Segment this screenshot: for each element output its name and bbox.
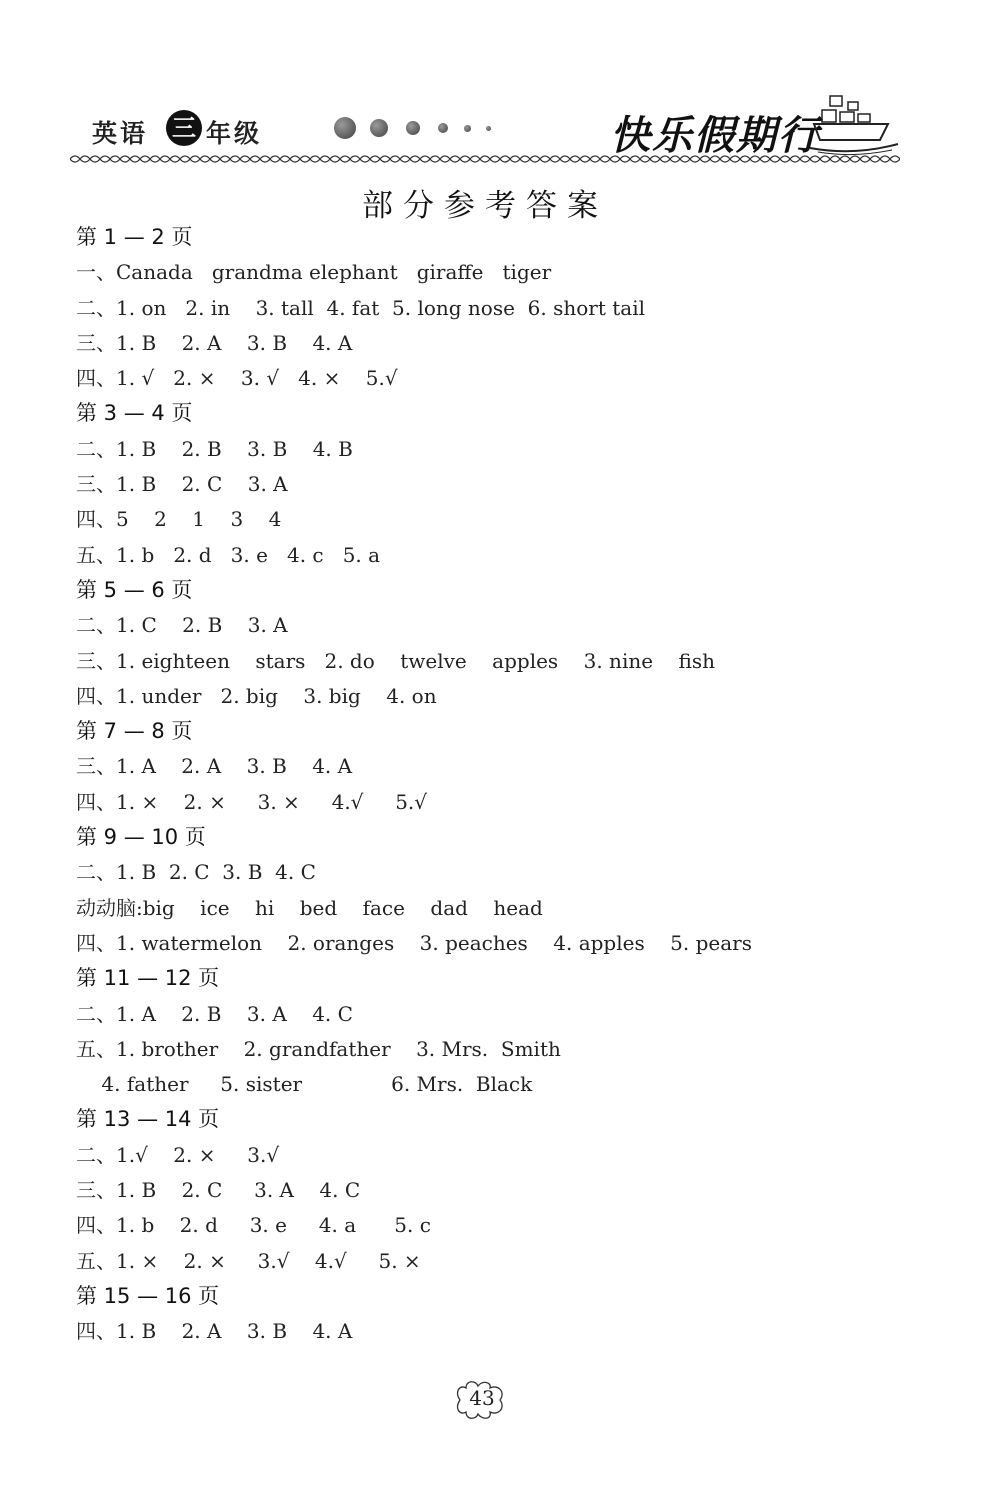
page-title: 部分参考答案 xyxy=(362,188,608,224)
grade-label: 年级 xyxy=(206,119,263,148)
answer-line: 五、1. brother 2. grandfather 3. Mrs. Smith xyxy=(76,1036,561,1061)
answer-line: 4. father 5. sister 6. Mrs. Black xyxy=(76,1072,533,1097)
grade-number-badge: 三 xyxy=(166,110,202,146)
page-number-text: 43 xyxy=(469,1386,495,1410)
header-border xyxy=(70,152,900,166)
answer-line: 二、1. on 2. in 3. tall 4. fat 5. long nose 6. short tail xyxy=(76,295,645,320)
section-heading: 第 11 — 12 页 xyxy=(76,966,220,991)
section-heading: 第 7 — 8 页 xyxy=(76,719,193,744)
answer-line: 四、1. b 2. d 3. e 4. a 5. c xyxy=(76,1213,431,1238)
answer-line: 三、1. B 2. A 3. B 4. A xyxy=(76,330,353,355)
dot-icon xyxy=(406,121,420,135)
answer-line: 三、1. B 2. C 3. A 4. C xyxy=(76,1178,361,1203)
answer-line: 二、1. B 2. C 3. B 4. C xyxy=(76,860,316,885)
answer-line: 四、1. watermelon 2. oranges 3. peaches 4. apples 5. pears xyxy=(76,930,752,955)
answer-line: 五、1. × 2. × 3.√ 4.√ 5. × xyxy=(76,1248,421,1273)
answer-line: 一、Canada grandma elephant giraffe tiger xyxy=(76,260,552,285)
answer-line: 四、5 2 1 3 4 xyxy=(76,507,282,532)
dot-icon xyxy=(486,126,491,131)
decorative-dots xyxy=(334,110,534,146)
answer-line: 四、1. under 2. big 3. big 4. on xyxy=(76,683,437,708)
section-heading: 第 13 — 14 页 xyxy=(76,1107,220,1132)
answer-line: 三、1. B 2. C 3. A xyxy=(76,472,288,497)
answer-line: 动动脑:big ice hi bed face dad head xyxy=(76,895,543,920)
section-heading: 第 3 — 4 页 xyxy=(76,401,193,426)
section-heading: 第 9 — 10 页 xyxy=(76,825,206,850)
subject-label: 英语 xyxy=(92,119,149,148)
answer-line: 四、1. √ 2. × 3. √ 4. × 5.√ xyxy=(76,366,398,391)
answer-list xyxy=(76,220,956,1350)
answer-line: 二、1. B 2. B 3. B 4. B xyxy=(76,436,353,461)
answer-line: 二、1.√ 2. × 3.√ xyxy=(76,1142,280,1167)
section-heading: 第 5 — 6 页 xyxy=(76,577,193,602)
answer-line: 二、1. C 2. B 3. A xyxy=(76,613,288,638)
answer-line: 三、1. A 2. A 3. B 4. A xyxy=(76,754,353,779)
dot-icon xyxy=(370,119,388,137)
answer-line: 四、1. B 2. A 3. B 4. A xyxy=(76,1319,353,1344)
dot-icon xyxy=(464,125,471,132)
answer-line: 三、1. eighteen stars 2. do twelve apples 3. nine fish xyxy=(76,648,715,673)
dot-icon xyxy=(438,123,448,133)
brand-title: 快乐假期行 xyxy=(610,113,820,159)
page-header xyxy=(0,0,1000,180)
answer-line: 五、1. b 2. d 3. e 4. c 5. a xyxy=(76,542,381,567)
page-number xyxy=(452,1378,512,1422)
answer-line: 二、1. A 2. B 3. A 4. C xyxy=(76,1001,353,1026)
boat-icon xyxy=(808,88,900,160)
dot-icon xyxy=(334,117,356,139)
answer-line: 四、1. × 2. × 3. × 4.√ 5.√ xyxy=(76,789,428,814)
section-heading: 第 15 — 16 页 xyxy=(76,1283,220,1308)
section-heading: 第 1 — 2 页 xyxy=(76,225,193,249)
